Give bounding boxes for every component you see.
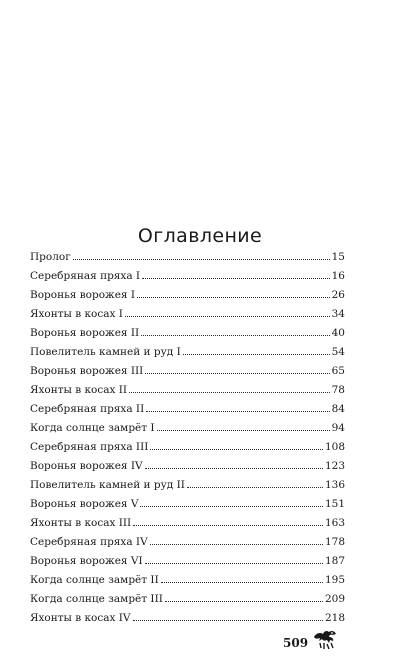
toc-entry [30,362,345,381]
toc-entry-title: Воронья ворожея I [30,289,136,301]
toc-entry-title: Серебряная пряха IV [30,536,148,548]
toc-entry-leader-dots [73,259,330,260]
toc-entry [30,495,345,514]
toc-entry-title: Воронья ворожея VI [30,555,143,567]
toc-entry-title: Яхонты в косах I [30,308,123,320]
toc-entry [30,305,345,324]
toc-entry [30,286,345,305]
toc-entry-leader-dots [133,620,323,621]
toc-entry-leader-dots [141,335,329,336]
toc-entry-title: Воронья ворожея III [30,365,144,377]
toc-entry-leader-dots [157,430,330,431]
toc-entry-page: 78 [331,384,345,396]
toc-entry [30,343,345,362]
toc-entry-page: 54 [331,346,345,358]
toc-entry-page: 15 [331,251,345,263]
toc-entry-leader-dots [183,354,330,355]
toc-entry-leader-dots [145,468,323,469]
toc-entry-title: Повелитель камней и руд I [30,346,181,358]
toc-entry-leader-dots [133,525,323,526]
toc-entry-page: 195 [324,574,345,586]
toc-entry-title: Яхонты в косах II [30,384,128,396]
toc-entry-page: 218 [324,612,345,624]
toc-entry-leader-dots [150,449,323,450]
toc-entry-leader-dots [161,582,323,583]
page-number: 509 [283,636,309,650]
toc-entry-title: Серебряная пряха I [30,270,141,282]
toc-entry [30,248,345,267]
toc-entry-leader-dots [145,563,323,564]
toc-entry-leader-dots [145,373,329,374]
toc-entry-page: 209 [324,593,345,605]
toc-entry-page: 163 [324,517,345,529]
toc-entry [30,476,345,495]
toc-entry-title: Когда солнце замрёт I [30,422,155,434]
toc-entry-page: 136 [324,479,345,491]
toc-entry-title: Яхонты в косах IV [30,612,131,624]
toc-entry-page: 65 [331,365,345,377]
toc-entry-title: Воронья ворожея II [30,327,140,339]
toc-entry-page: 34 [331,308,345,320]
toc-entry-page: 40 [331,327,345,339]
toc-entry [30,438,345,457]
toc-entry [30,590,345,609]
toc-entry [30,381,345,400]
toc-entry-page: 26 [331,289,345,301]
toc-entry-page: 178 [324,536,345,548]
toc-entry-page: 151 [324,498,345,510]
toc-title: Оглавление [137,224,263,247]
toc-entry-leader-dots [137,297,330,298]
toc-entry-leader-dots [150,544,323,545]
toc-entry-title: Пролог [30,251,71,263]
toc-entry-page: 123 [324,460,345,472]
toc-entry [30,571,345,590]
toc-entry-leader-dots [125,316,330,317]
toc-entry [30,533,345,552]
toc-entry-leader-dots [187,487,323,488]
toc-entry-page: 187 [324,555,345,567]
toc-entry-title: Серебряная пряха III [30,441,149,453]
toc-entry-title: Воронья ворожея V [30,498,139,510]
toc-entry-leader-dots [129,392,330,393]
toc-list [30,248,345,628]
toc-entry [30,514,345,533]
toc-entry [30,609,345,628]
toc-entry [30,552,345,571]
toc-entry-leader-dots [142,278,330,279]
toc-entry [30,267,345,286]
toc-entry-title: Серебряная пряха II [30,403,145,415]
toc-entry-leader-dots [165,601,323,602]
toc-entry-leader-dots [146,411,329,412]
bird-ornament-icon [312,628,338,650]
toc-entry-title: Когда солнце замрёт III [30,593,163,605]
toc-entry-page: 16 [331,270,345,282]
toc-entry [30,457,345,476]
toc-entry-title: Когда солнце замрёт II [30,574,159,586]
toc-entry-page: 108 [324,441,345,453]
toc-entry-page: 84 [331,403,345,415]
toc-entry [30,324,345,343]
toc-entry-page: 94 [331,422,345,434]
toc-entry-title: Воронья ворожея IV [30,460,143,472]
toc-entry [30,400,345,419]
toc-entry-leader-dots [140,506,323,507]
toc-entry-title: Яхонты в косах III [30,517,132,529]
toc-entry-title: Повелитель камней и руд II [30,479,185,491]
toc-entry [30,419,345,438]
